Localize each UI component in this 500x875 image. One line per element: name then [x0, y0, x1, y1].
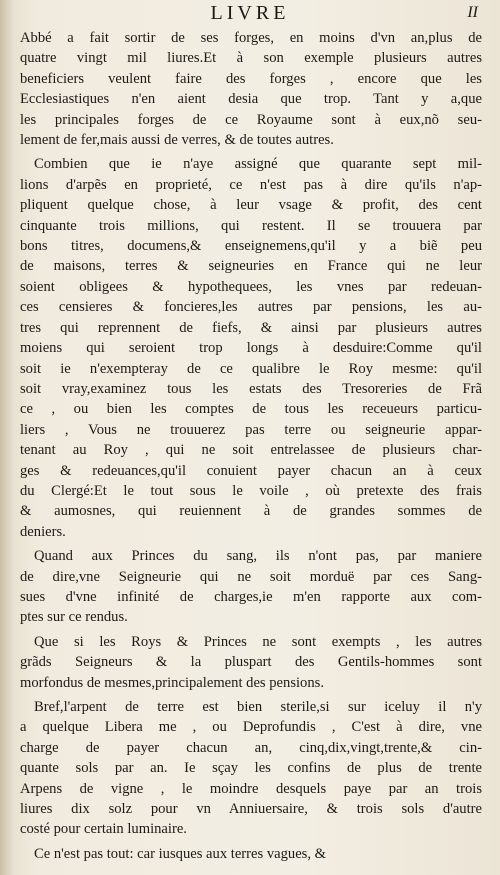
page-body-text [20, 28, 482, 864]
text-line: Ecclesiastiques n'en aient desia que trop. Tant y a,que [20, 91, 482, 108]
text-line: sues d'vne infinité de charges,ie m'en rapporte aux com- [20, 588, 482, 605]
text-line: Bref,l'arpent de terre est bien sterile,si sur iceluy il n'y [34, 699, 482, 715]
text-line: bons titres, documens,& enseignemens,qu'il y a biẽ peu [20, 238, 482, 255]
text-line: & aumosnes, qui reuiennent à de grandes sommes de [20, 503, 482, 520]
text-line: a quelque Libera me , ou Deprofundis , C'est à dire, vne [20, 719, 482, 736]
page-gutter-shadow [0, 0, 14, 875]
text-line: cinquante trois millions, qui restent. Il se trouuera par [20, 217, 482, 234]
text-line: Combien que ie n'aye assigné que quarante sept mil- [34, 156, 482, 173]
text-line: liures dix solz pour vn Anniuersaire, & trois sols d'autre [20, 801, 482, 818]
text-line: quante sols par an. Ie sçay les confins de plus de trente [20, 760, 482, 777]
text-line: deniers. [20, 523, 66, 540]
text-line: morfondus de mesmes,principalement des pensions. [20, 674, 324, 691]
paragraph [20, 632, 482, 693]
text-line: lions d'arpẽs en proprieté, ce n'est pas à dire qu'ils n'ap- [20, 176, 482, 193]
text-line: beneficiers veulent faire des forges , encore que les [20, 70, 482, 87]
text-line: ce , ou bien les comptes de tous les receueurs particu- [20, 401, 482, 418]
text-line: les principales forges de ce Royaume sont à eux,nõ seu- [20, 111, 482, 128]
text-line: ces censieres & foncieres,les autres par pensions, les au- [20, 299, 482, 316]
text-line: ptes sur ce rendus. [20, 609, 128, 626]
running-head [0, 2, 500, 28]
text-line: pliquent quelque chose, à leur vsage & profit, des cent [20, 197, 482, 214]
text-line: ges & redeuances,qu'il conuient payer chacun an à ceux [20, 462, 482, 479]
text-line: Que si les Roys & Princes ne sont exempts , les autres [34, 633, 482, 650]
text-line: charge de payer chacun an, cinq,dix,vingt,trente,& cin- [20, 739, 482, 756]
text-line: grãds Seigneurs & la pluspart des Gentils-hommes sont [20, 654, 482, 671]
text-line: costé pour certain luminaire. [20, 821, 187, 838]
text-line: Quand aux Princes du sang, ils n'ont pas, par maniere [34, 548, 482, 565]
text-line: tenant au Roy , qui ne soit entrelassee de plusieurs char- [20, 442, 482, 459]
text-line: tres qui reprennent de fiefs, & ainsi par plusieurs autres [20, 319, 482, 336]
text-line: du Clergé:Et le tout sous le voile , où pretexte des frais [20, 482, 482, 499]
paragraph [20, 844, 482, 864]
running-head-title: LIVRE [210, 2, 290, 24]
paragraph [20, 154, 482, 542]
text-line: moiens qui seroient trop longs à desduire:Comme qu'il [20, 340, 482, 357]
page-number: II [467, 4, 478, 21]
paragraph [20, 28, 482, 150]
text-line: soient obligees & hypothequees, les vnes par redeuan- [20, 278, 482, 295]
paragraph [20, 546, 482, 628]
text-line: de maisons, terres & seigneuries en France qui ne leur [20, 258, 482, 275]
text-line: soit ie n'exempteray de ce qualibre le Roy mesme: qu'il [20, 360, 482, 377]
text-line: de dire,vne Seigneurie qui ne soit morduë par ces Sang- [20, 568, 482, 585]
paragraph [20, 697, 482, 840]
text-line: Abbé a fait sortir de ses forges, en moins d'vn an,plus de [20, 30, 482, 46]
text-line: quatre vingt mil liures.Et à son exemple plusieurs autres [20, 50, 482, 67]
text-line: soit vray,examinez tous les estats des Tresoreries de Frã [20, 380, 482, 397]
text-line: liers , Vous ne trouuerez pas terre ou seigneurie appar- [20, 421, 482, 438]
text-line: lement de fer,mais aussi de verres, & de toutes autres. [20, 132, 334, 149]
text-line: Arpens de vigne , le moindre desquels paye par an trois [20, 780, 482, 797]
text-line: Ce n'est pas tout: car iusques aux terres vagues, & [34, 845, 326, 862]
